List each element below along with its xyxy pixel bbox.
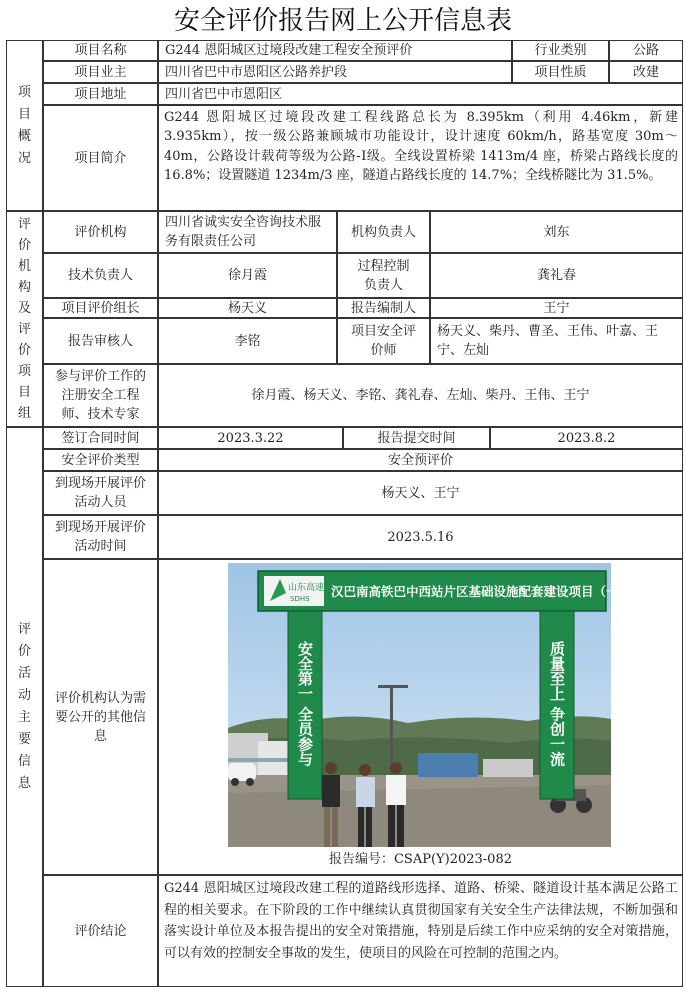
value-safety-evaluator: 杨天义、柴丹、曹圣、王伟、叶嘉、王宁、左灿 xyxy=(430,318,683,364)
value-agency-head: 刘东 xyxy=(430,211,683,253)
value-participants: 徐月霞、杨天义、李铭、龚礼春、左灿、柴丹、王伟、王宁 xyxy=(158,364,683,427)
value-team-leader: 杨天义 xyxy=(158,298,337,318)
value-site-time: 2023.5.16 xyxy=(158,515,683,559)
value-reviewer: 李铭 xyxy=(158,318,337,364)
label-nature: 项目性质 xyxy=(512,61,609,83)
label-team-leader: 项目评价组长 xyxy=(43,298,158,318)
page-title: 安全评价报告网上公开信息表 xyxy=(173,6,512,36)
label-site-people: 到现场开展评价活动人员 xyxy=(43,471,158,515)
label-site-time: 到现场开展评价活动时间 xyxy=(43,515,158,559)
label-conclusion: 评价结论 xyxy=(43,875,158,987)
section-overview-label: 项目概况 xyxy=(17,84,31,166)
photo-right-pillar: 质量至上 争创一流 xyxy=(548,641,566,767)
value-site-people: 杨天义、王宁 xyxy=(158,471,683,515)
label-participants: 参与评价工作的注册安全工程师、技术专家 xyxy=(43,364,158,427)
label-tech-head: 技术负责人 xyxy=(43,253,158,298)
value-nature: 改建 xyxy=(609,61,683,83)
value-report-author: 王宁 xyxy=(430,298,683,318)
label-agency: 评价机构 xyxy=(43,211,158,253)
value-owner: 四川省巴中市恩阳区公路养护段 xyxy=(158,61,512,83)
label-submit-time: 报告提交时间 xyxy=(343,427,490,449)
label-owner: 项目业主 xyxy=(43,61,158,83)
value-process-head: 龚礼春 xyxy=(430,253,683,298)
value-eval-type: 安全预评价 xyxy=(158,449,683,471)
label-safety-evaluator: 项目安全评价师 xyxy=(337,318,430,364)
section-activity xyxy=(6,427,43,987)
site-photo xyxy=(228,563,644,847)
value-industry: 公路 xyxy=(609,40,683,61)
photo-banner-text: 汉巴南高铁巴中西站片区基础设施配套建设项目（一期） xyxy=(331,584,644,599)
section-activity-label: 评价活动主要信息 xyxy=(17,622,31,791)
photo-left-pillar: 安全第一 全员参与 xyxy=(296,641,314,767)
section-overview xyxy=(6,40,43,211)
section-org xyxy=(6,211,43,427)
value-conclusion: G244 恩阳城区过境段改建工程的道路线形选择、道路、桥梁、隧道设计基本满足公路工程的相关要求。在下阶段的工作中继续认真贯彻国家有关安全生产法律法规，不断加强和落实设计单位及本报告提出的安全对策措施，特别是后续工作中应采纳的安全对策措施，可以有效的控制安全事故的发生，使项目的风险在可控制的范围之内。 xyxy=(158,875,683,987)
value-contract-time: 2023.3.22 xyxy=(158,427,343,449)
section-org-label: 评价机构及评价项目组 xyxy=(17,217,31,421)
label-project-name: 项目名称 xyxy=(43,40,158,61)
label-intro: 项目简介 xyxy=(43,105,158,211)
value-project-name: G244 恩阳城区过境段改建工程安全预评价 xyxy=(158,40,512,61)
value-address: 四川省巴中市恩阳区 xyxy=(158,83,683,105)
label-contract-time: 签订合同时间 xyxy=(43,427,158,449)
photo-logo-text: 山东高速 xyxy=(288,583,325,593)
value-intro: G244 恩阳城区过境段改建工程线路总长为 8.395km（利用 4.46km，新建 3.935km），按一级公路兼顾城市功能设计，设计速度 60km/h，路基宽度 30m～40m，公路设计载荷等级为公路-Ⅰ级。全线设置桥梁 1413m/4 座，桥梁占路线长度的 16.8%；设置隧道 1234m/3 座，隧道占路线长度的 14.7%；全线桥隧比为 31.5%。 xyxy=(158,105,683,211)
report-number: 报告编号：CSAP(Y)2023-082 xyxy=(328,852,512,867)
label-process-head: 过程控制负责人 xyxy=(337,253,430,298)
value-tech-head: 徐月霞 xyxy=(158,253,337,298)
label-address: 项目地址 xyxy=(43,83,158,105)
label-report-author: 报告编制人 xyxy=(337,298,430,318)
value-submit-time: 2023.8.2 xyxy=(490,427,683,449)
label-agency-head: 机构负责人 xyxy=(337,211,430,253)
photo-logo-sub: SDHS xyxy=(290,595,310,603)
label-eval-type: 安全评价类型 xyxy=(43,449,158,471)
label-reviewer: 报告审核人 xyxy=(43,318,158,364)
value-agency: 四川省诚实安全咨询技术服务有限责任公司 xyxy=(158,211,337,253)
label-other-info: 评价机构认为需要公开的其他信息 xyxy=(43,559,158,875)
label-industry: 行业类别 xyxy=(512,40,609,61)
